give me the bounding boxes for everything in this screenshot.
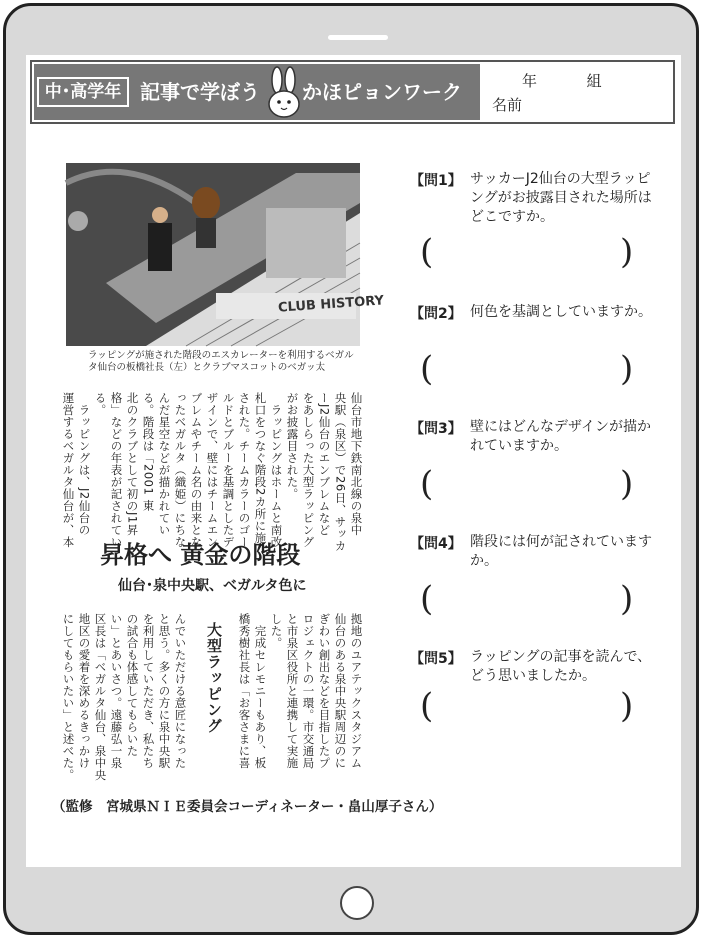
- question-text: 壁にはどんなデザインが描かれていますか。: [470, 419, 652, 454]
- question-label: 【問5】: [410, 651, 462, 667]
- article-line: の試合も体感してもらいた: [125, 613, 140, 757]
- name-area: [482, 64, 672, 120]
- article-line: した。: [269, 613, 284, 649]
- answer-paren-close: ): [620, 686, 634, 726]
- article-photo: [66, 163, 385, 346]
- answer-paren-open: (: [420, 232, 434, 272]
- article-line: ザインで、壁にはチームエン: [205, 392, 220, 548]
- question-text: ラッピングの記事を読んで、どう思いましたか。: [470, 649, 652, 684]
- article-line: ロジェクトの一環。市交通局: [301, 613, 316, 769]
- article-line: んでいただける意匠になった: [173, 613, 188, 769]
- article-line: 運営するベガルタ仙台が、本: [61, 392, 76, 548]
- supervisor-credit: （監修 宮城県ＮＩＥ委員会コーディネーター・畠山厚子さん）: [52, 799, 443, 815]
- answer-paren-close: ): [620, 464, 634, 504]
- name-label: 名前: [492, 96, 523, 114]
- worksheet-title: 記事で学ぼう: [140, 80, 260, 104]
- article-line: 北のクラブとして初のJ1昇: [125, 392, 140, 536]
- article-line: ったベガルタ（織姫）にちな: [173, 392, 188, 548]
- article-headline: 昇格へ 黄金の階段: [100, 540, 301, 569]
- photo-sign-text: CLUB HISTORY: [277, 293, 385, 316]
- question-5: [410, 648, 650, 743]
- article-line: ラッピングはホームと南改: [269, 404, 284, 548]
- question-label: 【問4】: [410, 536, 462, 552]
- article-line: 橋秀樹社長は「お客さまに喜: [237, 613, 252, 769]
- article-line: ブレムやチーム名の由来とな: [189, 392, 204, 548]
- worksheet-title-brand: かほピョンワーク: [302, 80, 462, 104]
- year-class-labels: [522, 70, 602, 91]
- answer-paren-close: ): [620, 232, 634, 272]
- article-line: んだ星空などが描かれてい: [157, 392, 172, 536]
- article-line: された。チームカラーのゴー: [237, 392, 252, 548]
- answer-paren-open: (: [420, 349, 434, 389]
- question-text: 階段には何が記されていますか。: [470, 534, 652, 569]
- article-line: ラッピングは、J2仙台の: [77, 404, 92, 536]
- question-label: 【問3】: [410, 421, 462, 437]
- article-line: ーJ2仙台のエンブレムなど: [317, 392, 332, 536]
- article-line: と市泉区役所と連携して実施: [285, 613, 300, 769]
- question-text: サッカーJ2仙台の大型ラッピングがお披露目された場所はどこですか。: [470, 171, 652, 225]
- article-line: 札口をつなぐ階段2カ所に施: [253, 392, 268, 544]
- article-line: 仙台市地下鉄南北線の泉中: [349, 392, 364, 536]
- answer-paren-close: ): [620, 349, 634, 389]
- rabbit-mascot-icon: [264, 66, 304, 120]
- home-button[interactable]: [340, 886, 374, 920]
- question-label: 【問1】: [410, 173, 462, 189]
- grade-badge: 中･高学年: [37, 77, 129, 107]
- question-4: [410, 533, 650, 628]
- article-line: い」とあいさつ。遠藤弘一泉: [109, 613, 124, 769]
- title-band: [34, 64, 480, 120]
- article-line: ルドとブルーを基調としたデ: [221, 392, 236, 548]
- answer-paren-open: (: [420, 686, 434, 726]
- section-heading: 大型ラッピング: [205, 622, 223, 734]
- article-line: る。: [93, 392, 108, 416]
- speaker-slot: [328, 35, 388, 40]
- article-line: がお披露目された。: [285, 392, 300, 500]
- question-label: 【問2】: [410, 306, 462, 322]
- question-2: [410, 303, 650, 398]
- article-line: を利用していただき、私たち: [141, 613, 156, 769]
- article-line: 地区の愛着を深めるきっかけ: [77, 613, 92, 769]
- article-line: 格」などの年表が記されてい: [109, 392, 124, 548]
- article-line: と思う。多くの方に泉中央駅: [157, 613, 172, 769]
- article-line: 区長は「ベガルタ仙台、泉中央: [93, 613, 108, 781]
- year-label: 年: [522, 72, 538, 90]
- answer-paren-close: ): [620, 579, 634, 619]
- article-line: 完成セレモニーもあり、板: [253, 625, 268, 769]
- question-3: [410, 418, 650, 513]
- article-line: る。階段は「2001 東: [141, 392, 156, 512]
- article-line: 拠地のユアテックスタジアム: [349, 613, 364, 769]
- article-line: ぎわい創出などを目指したプ: [317, 613, 332, 769]
- photo-caption: ラッピングが施された階段のエスカレーターを利用するベガルタ仙台の板橋社長（左）とクラブマスコットのベガッ太: [88, 350, 354, 373]
- article-line: にしてもらいたい」と述べた。: [61, 613, 76, 781]
- question-text: 何色を基調としていますか。: [470, 304, 652, 320]
- article-subheadline: 仙台･泉中央駅、ベガルタ色に: [118, 578, 307, 594]
- class-label: 組: [586, 72, 602, 90]
- answer-paren-open: (: [420, 464, 434, 504]
- question-1: [410, 170, 650, 280]
- worksheet-header: [30, 60, 675, 124]
- article-line: 仙台のある泉中央駅周辺のに: [333, 613, 348, 769]
- answer-paren-open: (: [420, 579, 434, 619]
- article-line: 央駅（泉区）で26日、サッカ: [333, 392, 348, 552]
- article-line: をあしらった大型ラッピング: [301, 392, 316, 548]
